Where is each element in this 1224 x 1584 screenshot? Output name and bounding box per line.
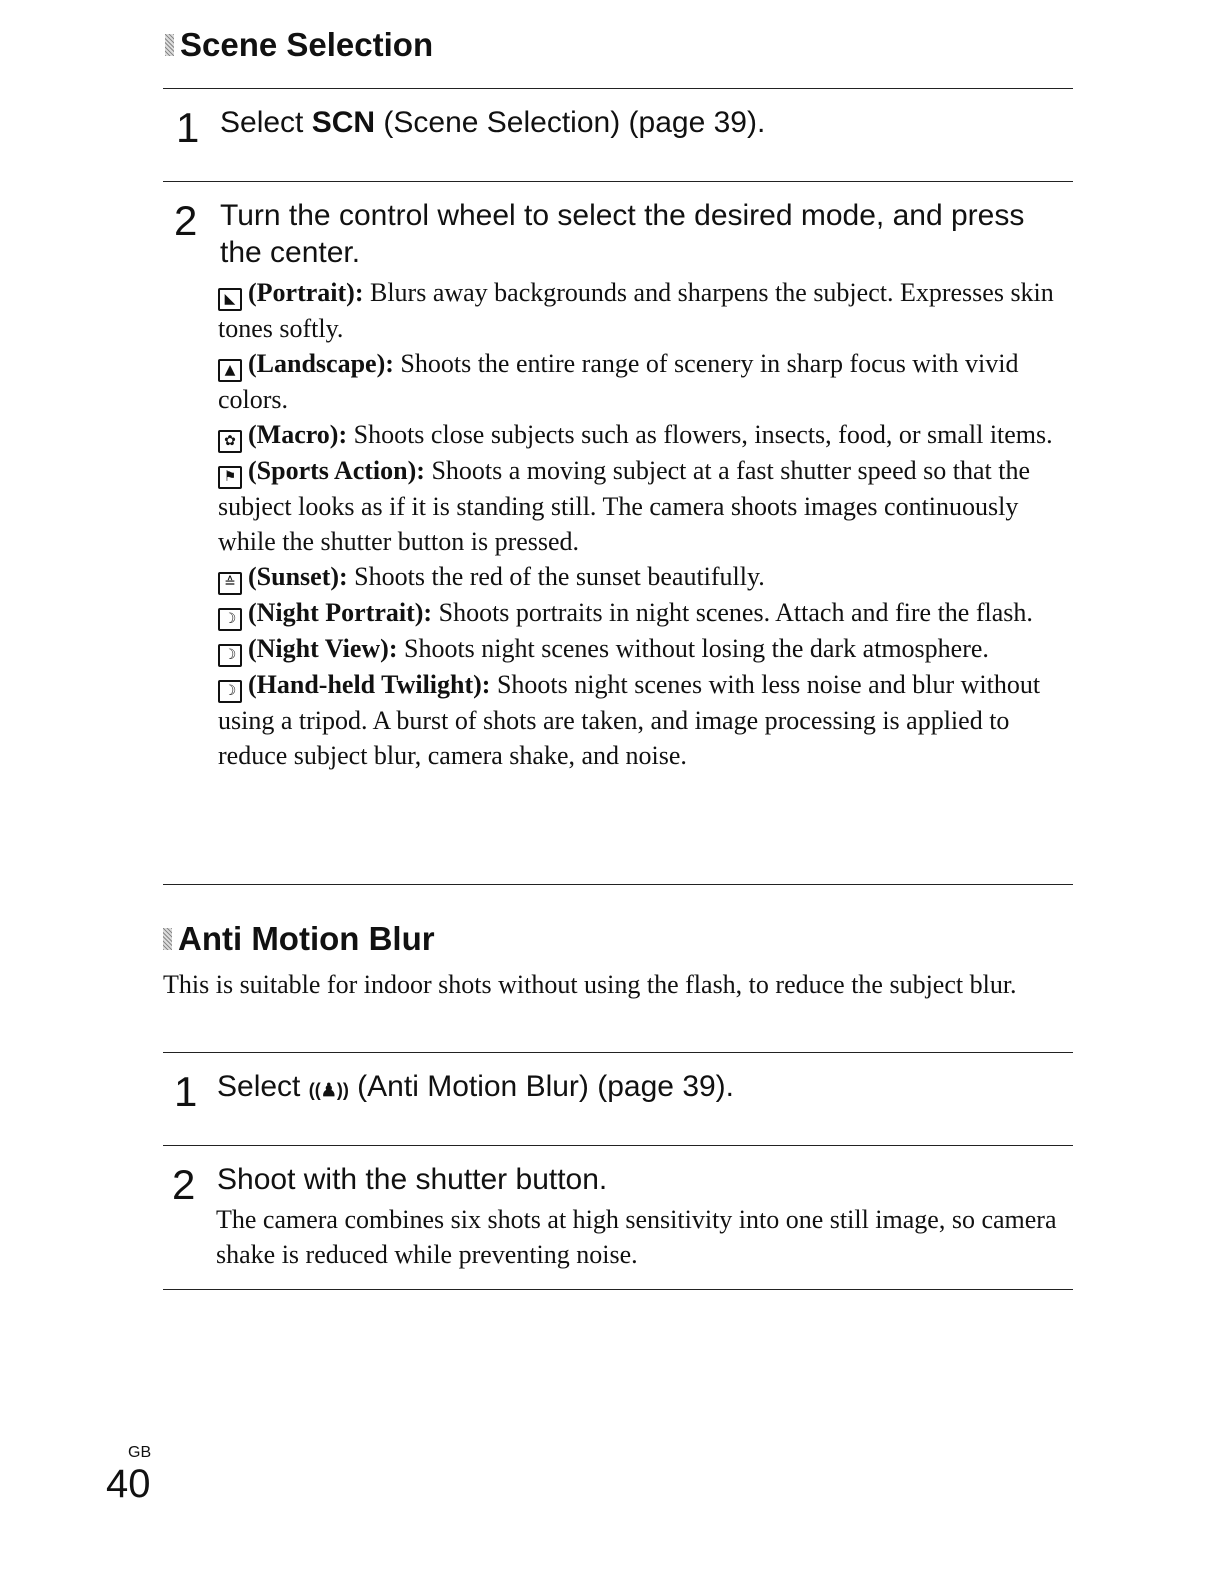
step-2-text: Shoot with the shutter button. xyxy=(217,1163,608,1196)
divider xyxy=(163,181,1073,182)
step-2-description: The camera combines six shots at high sensitivity into one still image, so camera shake is reduced while preventing noise. xyxy=(216,1205,1057,1269)
scene-mode-item xyxy=(218,559,1073,595)
step-number: 1 xyxy=(176,104,200,151)
mode-description: Shoots night scenes with less noise and blur without using a tripod. A burst of shots are taken, and image processing is applied to reduce subject blur, camera shake, and noise. xyxy=(218,670,1041,770)
heading-marker-icon xyxy=(165,34,174,56)
section-heading-anti-motion-blur xyxy=(163,920,435,958)
page-number: 40 xyxy=(106,1462,151,1506)
portrait-icon: ◣ xyxy=(218,288,242,311)
mode-description: Shoots portraits in night scenes. Attach and fire the flash. xyxy=(432,598,1033,627)
scene-mode-item xyxy=(218,667,1073,773)
mode-label: (Hand-held Twilight): xyxy=(248,670,491,699)
scene-mode-item xyxy=(218,275,1073,346)
landscape-icon: ▲ xyxy=(218,359,242,382)
step-1-text xyxy=(217,1068,734,1109)
step-1-text xyxy=(220,104,765,141)
mode-label: (Portrait): xyxy=(248,278,364,307)
sports-action-icon: ⚑ xyxy=(218,466,242,489)
hand-held-twilight-icon: ☽ xyxy=(218,680,242,703)
mode-label: (Landscape): xyxy=(248,349,394,378)
scn-label: SCN xyxy=(311,106,376,139)
mode-description: Shoots the red of the sunset beautifully. xyxy=(347,562,765,591)
scene-mode-item xyxy=(218,631,1073,667)
step-number: 1 xyxy=(174,1068,198,1115)
step-2-text: Turn the control wheel to select the desired mode, and press the center. xyxy=(220,199,1025,269)
divider xyxy=(163,1289,1073,1290)
macro-icon: ✿ xyxy=(218,430,242,453)
mode-description: Shoots the entire range of scenery in sharp focus with vivid colors. xyxy=(218,349,1019,414)
sunset-icon: ≙ xyxy=(218,572,242,595)
divider xyxy=(163,1052,1073,1053)
section-heading-scene-selection xyxy=(165,26,433,64)
scene-mode-item xyxy=(218,453,1073,559)
heading-marker-icon xyxy=(163,928,172,950)
step-number: 2 xyxy=(172,1161,196,1208)
region-code: GB xyxy=(128,1444,152,1461)
mode-label: (Sports Action): xyxy=(248,456,425,485)
mode-label: (Night View): xyxy=(248,634,398,663)
mode-label: (Sunset): xyxy=(248,562,348,591)
heading-text: Anti Motion Blur xyxy=(178,920,435,957)
scene-mode-item xyxy=(218,346,1073,417)
night-view-icon: ☽ xyxy=(218,644,242,667)
mode-description: Shoots close subjects such as flowers, insects, food, or small items. xyxy=(347,420,1053,449)
mode-description: Blurs away backgrounds and sharpens the subject. Expresses skin tones softly. xyxy=(218,278,1054,343)
scene-mode-item xyxy=(218,417,1073,453)
heading-text: Scene Selection xyxy=(180,26,434,63)
divider xyxy=(163,1145,1073,1146)
step-text: (Anti Motion Blur) (page 39). xyxy=(348,1070,735,1103)
mode-description: Shoots night scenes without losing the dark atmosphere. xyxy=(397,634,989,663)
step-number: 2 xyxy=(174,197,198,244)
night-portrait-icon: ☽ xyxy=(218,608,242,631)
scene-mode-list xyxy=(218,275,1073,773)
divider xyxy=(163,88,1073,89)
mode-label: (Macro): xyxy=(248,420,348,449)
step-text: (Scene Selection) (page 39). xyxy=(375,106,766,139)
mode-description: Shoots a moving subject at a fast shutter speed so that the subject looks as if it is standing still. The camera shoots images continuously while the shutter button is pressed. xyxy=(218,456,1031,556)
step-text: Select xyxy=(217,1070,309,1103)
scene-mode-item xyxy=(218,595,1073,631)
anti-motion-blur-icon: ((♟)) xyxy=(308,1080,349,1100)
mode-label: (Night Portrait): xyxy=(248,598,433,627)
step-text: Select xyxy=(220,106,312,139)
divider xyxy=(163,884,1073,885)
intro-paragraph: This is suitable for indoor shots without using the flash, to reduce the subject blur. xyxy=(163,970,1017,999)
